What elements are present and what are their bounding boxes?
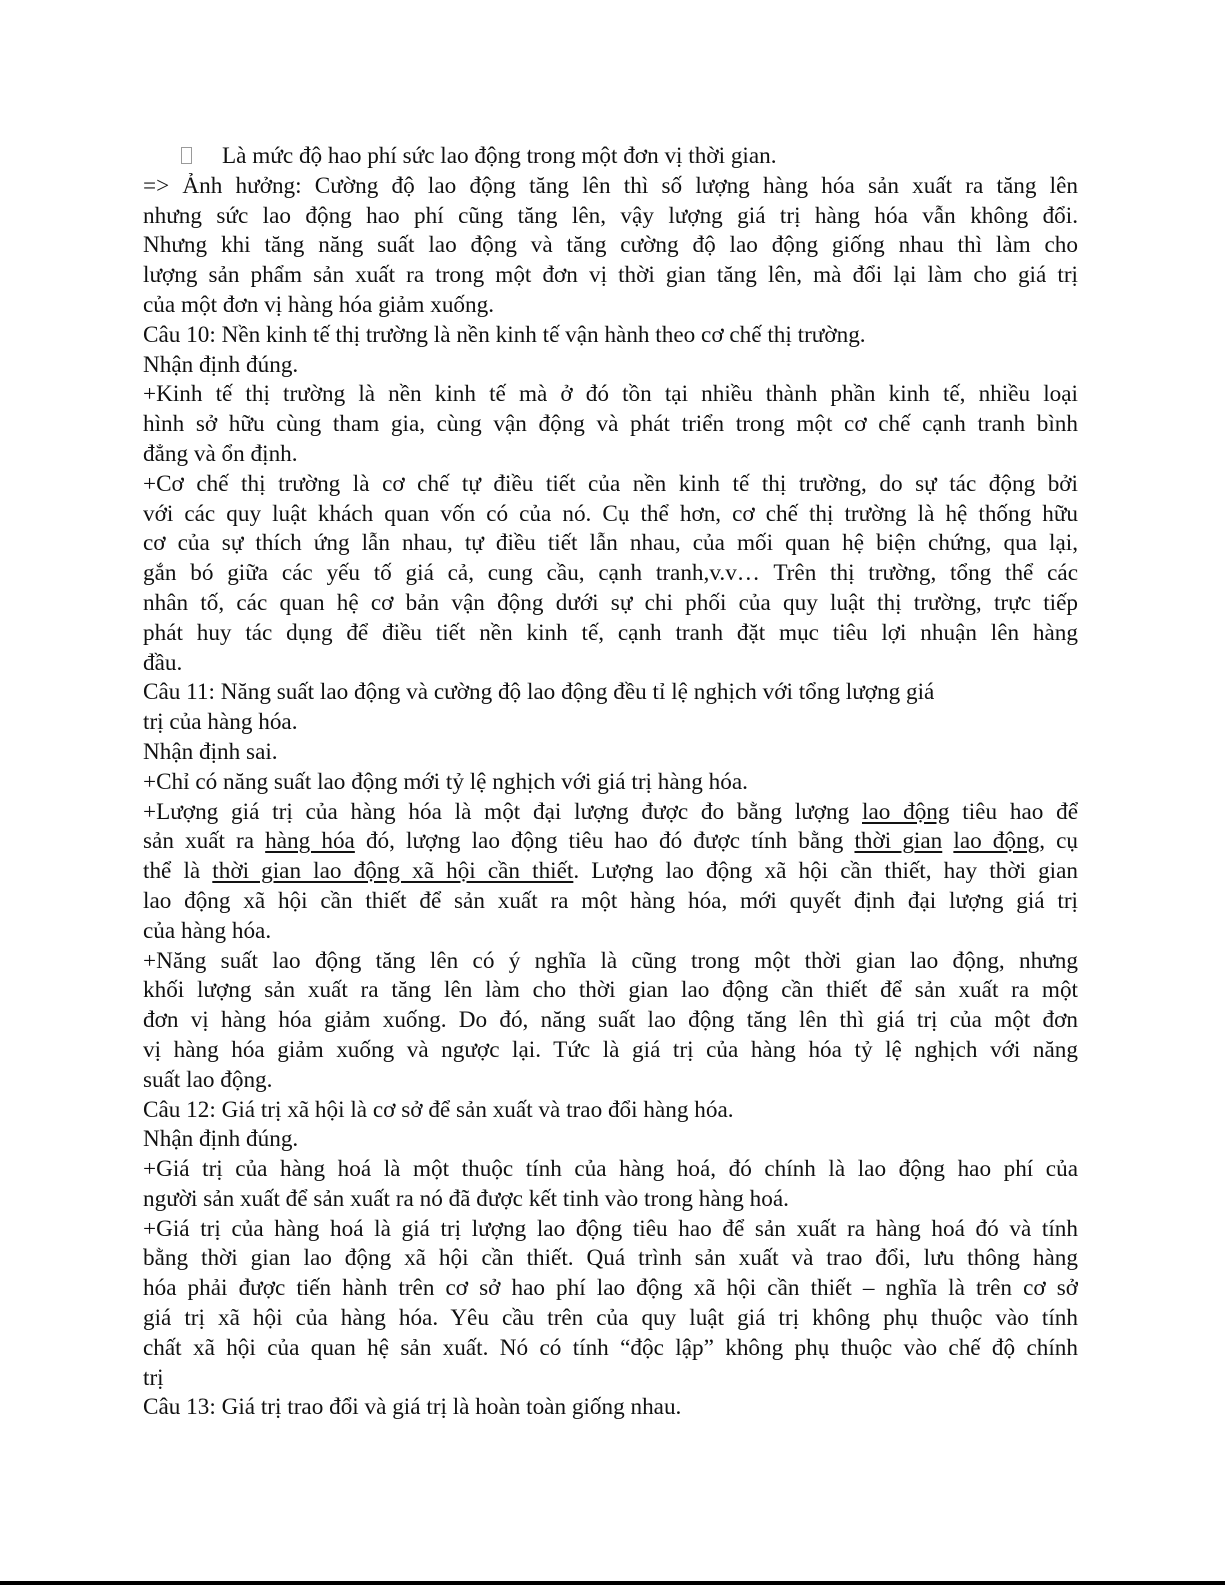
question-heading: Câu 13: Giá trị trao đổi và giá trị là hoàn toàn giống nhau. bbox=[143, 1394, 682, 1421]
text-line: khối lượng sản xuất ra tăng lên làm cho thời gian lao động cần thiết để sản xuất ra một bbox=[143, 977, 1078, 1004]
text-line: +Cơ chế thị trường là cơ chế tự điều tiết của nền kinh tế thị trường, do sự tác động bởi bbox=[143, 470, 1078, 497]
text-line: +Giá trị của hàng hoá là một thuộc tính của hàng hoá, đó chính là lao động hao phí của bbox=[143, 1156, 1078, 1183]
text-line: chất xã hội của quan hệ sản xuất. Nó có tính “độc lập” không phụ thuộc vào chế độ chính bbox=[143, 1334, 1078, 1361]
text-span: tiêu hao để bbox=[949, 798, 1078, 825]
verdict: Nhận định sai. bbox=[143, 738, 278, 765]
hyperlink-lao-dong-2[interactable]: lao động bbox=[953, 828, 1040, 855]
text-line: lượng sản phẩm sản xuất ra trong một đơn vị thời gian tăng lên, mà đổi lại làm cho giá trị bbox=[143, 262, 1078, 289]
text-span bbox=[942, 828, 953, 854]
verdict: Nhận định đúng. bbox=[143, 351, 299, 378]
text-span: sản xuất ra bbox=[143, 828, 266, 855]
text-line: +Năng suất lao động tăng lên có ý nghĩa là cũng trong một thời gian lao động, nhưng bbox=[143, 947, 1078, 974]
text-line: bằng thời gian lao động xã hội cần thiết. Quá trình sản xuất và trao đổi, lưu thông hàng bbox=[143, 1245, 1078, 1272]
text-line: đơn vị hàng hóa giảm xuống. Do đó, năng suất lao động tăng lên thì giá trị của một đơn bbox=[143, 1007, 1078, 1034]
text-line: của một đơn vị hàng hóa giảm xuống. bbox=[143, 291, 494, 318]
page-bottom-border bbox=[0, 1581, 1225, 1585]
hyperlink-thoi-gian[interactable]: thời gian bbox=[854, 828, 943, 855]
question-heading: Câu 12: Giá trị xã hội là cơ sở để sản xuất và trao đổi hàng hóa. bbox=[143, 1096, 734, 1123]
bullet-text: Là mức độ hao phí sức lao động trong một đơn vị thời gian. bbox=[222, 143, 777, 169]
hyperlink-lao-dong[interactable]: lao động bbox=[862, 798, 950, 825]
text-span: . Lượng lao động xã hội cần thiết, hay thời gian bbox=[573, 858, 1078, 885]
text-line: +Giá trị của hàng hoá là giá trị lượng lao động tiêu hao để sản xuất ra hàng hoá đó và tính bbox=[143, 1215, 1078, 1242]
text-span: , cụ bbox=[1039, 828, 1078, 855]
question-heading: Câu 10: Nền kinh tế thị trường là nền kinh tế vận hành theo cơ chế thị trường. bbox=[143, 321, 866, 348]
text-line: trị bbox=[143, 1364, 164, 1391]
hyperlink-thoi-gian-lao-dong-xa-hoi[interactable]: thời gian lao động xã hội cần thiết bbox=[212, 858, 574, 885]
text-span: đó, lượng lao động tiêu hao đó được tính bằng bbox=[354, 828, 855, 855]
text-line: nhân tố, các quan hệ cơ bản vận động dưới sự chi phối của quy luật thị trường, trực tiếp bbox=[143, 589, 1078, 616]
text-line: phát huy tác dụng để điều tiết nền kinh tế, cạnh tranh đặt mục tiêu lợi nhuận lên hàng bbox=[143, 619, 1078, 646]
text-line: gắn bó giữa các yếu tố giá cả, cung cầu, cạnh tranh,v.v… Trên thị trường, tổng thể các bbox=[143, 560, 1078, 587]
text-line: đầu. bbox=[143, 649, 183, 676]
verdict: Nhận định đúng. bbox=[143, 1126, 299, 1153]
text-line: vị hàng hóa giảm xuống và ngược lại. Tức là giá trị của hàng hóa tỷ lệ nghịch với năng bbox=[143, 1036, 1078, 1063]
text-line: +Kinh tế thị trường là nền kinh tế mà ở đó tồn tại nhiều thành phần kinh tế, nhiều loại bbox=[143, 381, 1078, 408]
text-line: hóa phải được tiến hành trên cơ sở hao phí lao động xã hội cần thiết – nghĩa là trên cơ sở bbox=[143, 1275, 1078, 1302]
text-line: +Chỉ có năng suất lao động mới tỷ lệ nghịch với giá trị hàng hóa. bbox=[143, 768, 748, 795]
text-line: với các quy luật khách quan vốn có của nó. Cụ thể hơn, cơ chế thị trường là hệ thống hữu bbox=[143, 500, 1078, 527]
document-page bbox=[143, 142, 1078, 1423]
bullet-item bbox=[143, 142, 1078, 172]
text-line: cơ của sự thích ứng lẫn nhau, tự điều tiết lẫn nhau, của mối quan hệ biện chứng, qua lại, bbox=[143, 530, 1078, 557]
text-line: lao động xã hội cần thiết để sản xuất ra một hàng hóa, mới quyết định đại lượng giá trị bbox=[143, 887, 1078, 914]
text-line bbox=[143, 798, 1078, 828]
text-line: của hàng hóa. bbox=[143, 917, 272, 944]
text-span: +Lượng giá trị của hàng hóa là một đại lượng được đo bằng lượng bbox=[143, 798, 862, 825]
text-line: => Ảnh hưởng: Cường độ lao động tăng lên thì số lượng hàng hóa sản xuất ra tăng lên bbox=[143, 172, 1078, 199]
text-line: giá trị xã hội của hàng hóa. Yêu cầu trên của quy luật giá trị không phụ thuộc vào tính bbox=[143, 1305, 1078, 1332]
text-span: thể là bbox=[143, 858, 213, 885]
text-line: đẳng và ổn định. bbox=[143, 440, 298, 467]
text-line bbox=[143, 827, 1078, 857]
bullet-box-icon bbox=[181, 147, 192, 164]
text-line: hình sở hữu cùng tham gia, cùng vận động và phát triển trong một cơ chế cạnh tranh bình bbox=[143, 411, 1078, 438]
text-line: người sản xuất để sản xuất ra nó đã được kết tinh vào trong hàng hoá. bbox=[143, 1185, 789, 1212]
question-heading: Câu 11: Năng suất lao động và cường độ lao động đều tỉ lệ nghịch với tổng lượng giá bbox=[143, 679, 935, 706]
question-heading-cont: trị của hàng hóa. bbox=[143, 709, 298, 736]
text-line bbox=[143, 857, 1078, 887]
text-line: nhưng sức lao động hao phí cũng tăng lên, vậy lượng giá trị hàng hóa vẫn không đổi. bbox=[143, 202, 1078, 229]
hyperlink-hang-hoa[interactable]: hàng hóa bbox=[265, 828, 355, 855]
text-line: suất lao động. bbox=[143, 1066, 273, 1093]
text-line: Nhưng khi tăng năng suất lao động và tăng cường độ lao động giống nhau thì làm cho bbox=[143, 232, 1078, 259]
